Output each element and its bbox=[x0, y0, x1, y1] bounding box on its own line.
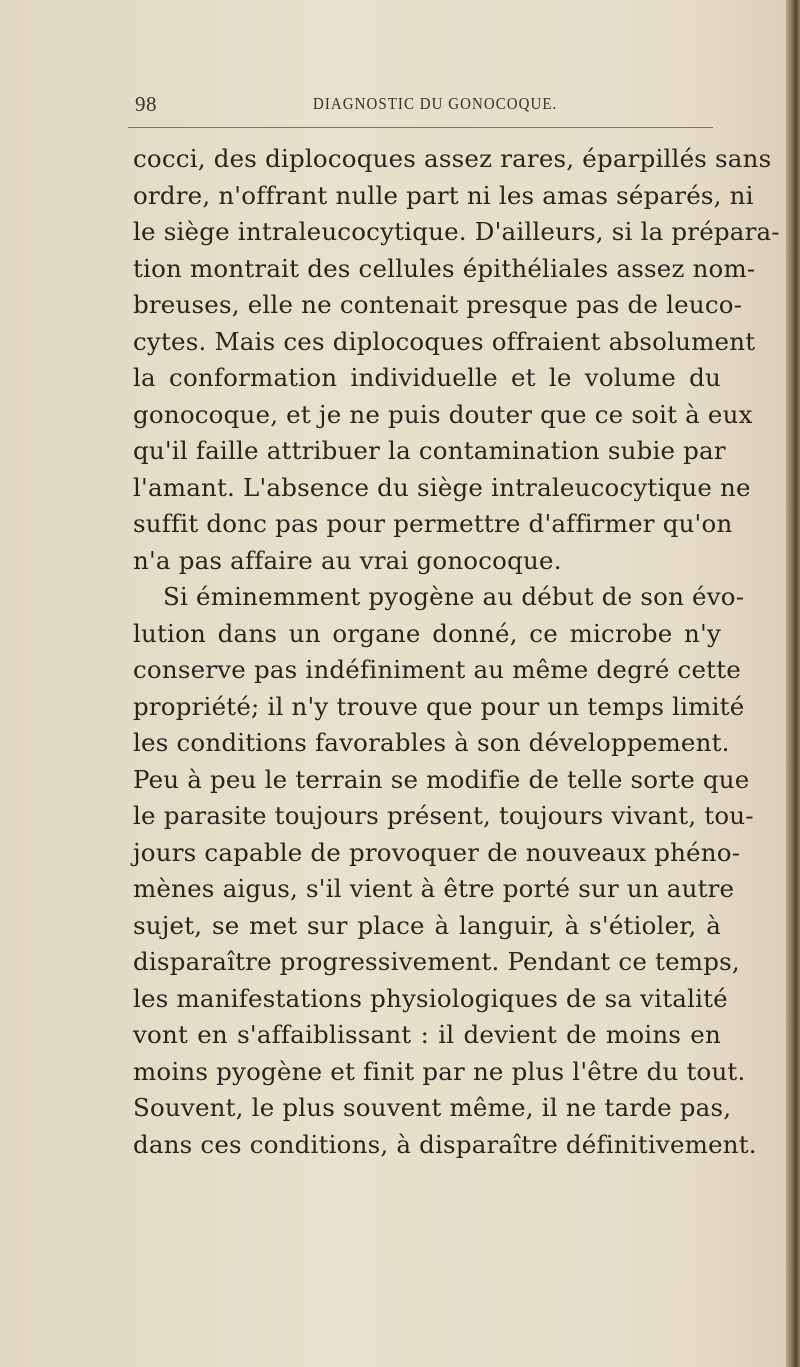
text-line: Souvent, le plus souvent même, il ne tarde pas, bbox=[133, 1093, 732, 1122]
text-line: le siège intraleucocytique. D'ailleurs, si la prépara- bbox=[133, 217, 780, 246]
text-line: qu'il faille attribuer la contamination subie par bbox=[133, 436, 726, 465]
text-line: dans ces conditions, à disparaître définitivement. bbox=[133, 1129, 757, 1159]
text-line: jours capable de provoquer de nouveaux phéno- bbox=[133, 837, 741, 867]
text-line: lution dans un organe donné, ce microbe n'y bbox=[133, 618, 721, 648]
text-line: les conditions favorables à son développement. bbox=[133, 728, 730, 757]
text-line: conserve pas indéfiniment au même degré cette bbox=[133, 655, 741, 684]
text-line: n'a pas affaire au vrai gonocoque. bbox=[133, 545, 562, 575]
text-line: cocci, des diplocoques assez rares, éparpillés sans bbox=[133, 144, 772, 173]
text-line: moins pyogène et finit par ne plus l'être du tout. bbox=[133, 1056, 746, 1086]
text-line: gonocoque, et je ne puis douter que ce soit à eux bbox=[133, 399, 753, 429]
text-line: cytes. Mais ces diplocoques offraient absolument bbox=[133, 326, 756, 356]
text-line: ordre, n'offrant nulle part ni les amas séparés, ni bbox=[133, 180, 754, 210]
text-line: Peu à peu le terrain se modifie de telle sorte que bbox=[133, 764, 750, 794]
text-line: Si éminemment pyogène au début de son évo- bbox=[163, 582, 745, 611]
text-line: propriété; il n'y trouve que pour un temps limité bbox=[133, 691, 745, 721]
running-head: DIAGNOSTIC DU GONOCOQUE. bbox=[313, 94, 558, 113]
text-line: vont en s'affaiblissant : il devient de moins en bbox=[133, 1020, 721, 1049]
text-line: l'amant. L'absence du siège intraleucocytique ne bbox=[133, 472, 751, 502]
text-line: le parasite toujours présent, toujours vivant, tou- bbox=[133, 801, 754, 830]
binding-edge bbox=[786, 0, 800, 1367]
page-number: 98 bbox=[135, 92, 157, 116]
body-text bbox=[133, 141, 780, 1163]
text-line: suffit donc pas pour permettre d'affirmer qu'on bbox=[133, 509, 733, 538]
header-rule bbox=[128, 127, 713, 128]
text-line: sujet, se met sur place à languir, à s'étioler, à bbox=[133, 910, 721, 940]
text-line: breuses, elle ne contenait presque pas de leuco- bbox=[133, 290, 743, 319]
page-header bbox=[135, 92, 715, 122]
text-line: tion montrait des cellules épithéliales assez nom- bbox=[133, 253, 756, 283]
text-line: disparaître progressivement. Pendant ce temps, bbox=[133, 947, 740, 976]
text-line: mènes aigus, s'il vient à être porté sur un autre bbox=[133, 874, 735, 903]
text-line: les manifestations physiologiques de sa vitalité bbox=[133, 983, 728, 1013]
text-line: la conformation individuelle et le volume du bbox=[133, 363, 721, 392]
